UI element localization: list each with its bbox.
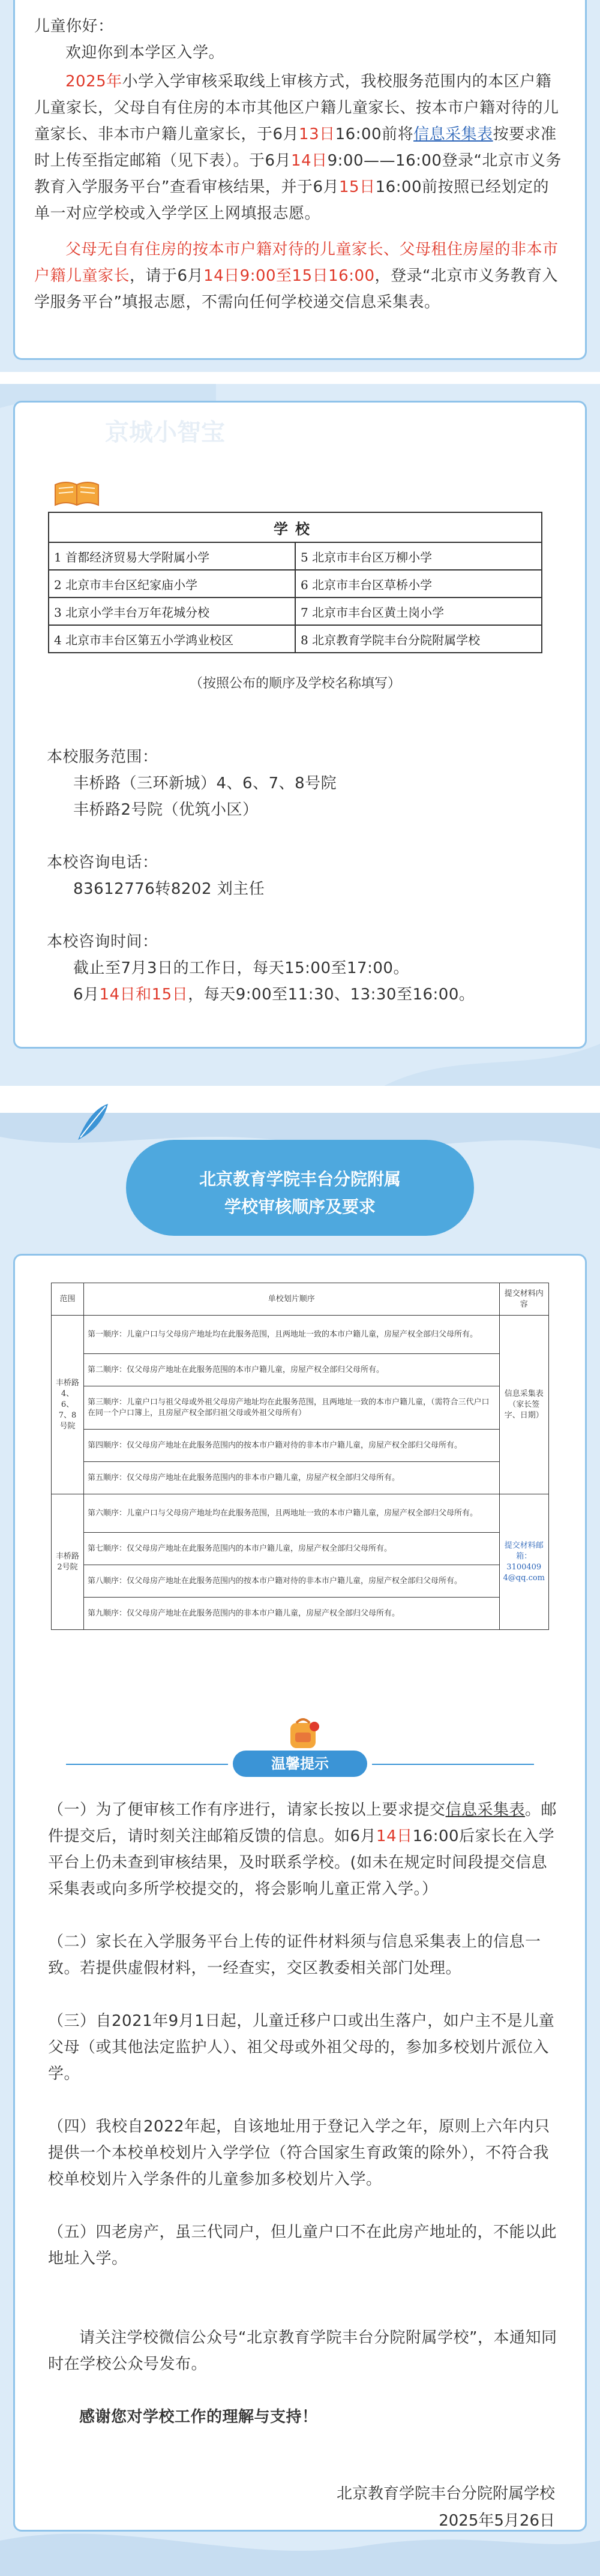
tip-4: （四）我校自2022年起，自该地址用于登记入学之年，原则上六年内只提供一个本校单校划片入学学位（符合国家生育政策的除外），不符合我校单校划片入学条件的儿童参加多校划片入学。 (48, 2118, 550, 2188)
order-cell: 第九顺序：仅父母房产地址在此服务范围内的非本市户籍儿童，房屋产权全部归父母所有。 (84, 1598, 500, 1630)
school-cell: 6 北京市丰台区草桥小学 (295, 570, 542, 598)
book-icon (53, 478, 101, 508)
time-item: 截止至7月3日的工作日，每天15:00至17:00。 (73, 959, 409, 977)
school-cell: 5 北京市丰台区万柳小学 (295, 542, 542, 570)
school-cell: 2 北京市丰台区纪家庙小学 (49, 570, 295, 598)
order-cell: 第五顺序：仅父母房产地址在此服务范围内的非本市户籍儿童，房屋产权全部归父母所有。 (84, 1462, 500, 1494)
watermark: 京城小智宝 (105, 419, 225, 446)
range-cell: 丰桥路4、6、7、8号院 (52, 1316, 84, 1494)
tip-3: （三）自2021年9月1日起，儿童迁移户口或出生落户，如户主不是儿童父母（或其他法定监护人）、祖父母或外祖父母的，参加多校划片派位入学。 (48, 2012, 555, 2083)
info-form-link[interactable]: 信息采集表 (413, 125, 493, 143)
backpack-icon (282, 1715, 324, 1751)
order-cell: 第六顺序：儿童户口与父母房产地址均在此服务范围，且两地址一致的本市户籍儿童，房屋产权全部归父母所有。 (84, 1494, 500, 1533)
greeting: 儿童你好： (34, 17, 114, 35)
col-header-material: 提交材料内容 (499, 1283, 548, 1316)
phone-number[interactable]: 83612776转8202 刘主任 (73, 880, 265, 898)
material-email[interactable]: 提交材料邮箱：3100409 4@qq.com (499, 1494, 548, 1630)
tips-divider-right (372, 1764, 534, 1765)
tips-divider-left (66, 1764, 228, 1765)
tip-1: （一）为了便审核工作有序进行，请家长按以上要求提交信息采集表。邮件提交后，请时刻关注邮箱反馈的信息。如6月14日16:00后家长在入学平台上仍未查到审核结果，及时联系学校。(如未在规定时间段提交信息采集表或向多所学校提交的，将会影响儿童正常入学。） (48, 1801, 557, 1898)
tip-5: （五）四老房产，虽三代同户，但儿童户口不在此房产地址的，不能以此地址入学。 (48, 2223, 557, 2268)
info-form-link[interactable]: 信息采集表 (445, 1801, 526, 1819)
intro-card (13, 0, 587, 360)
time-item: 6月14日和15日，每天9:00至11:30、13:30至16:00。 (73, 986, 475, 1004)
col-header-order: 单校划片顺序 (84, 1283, 500, 1316)
table-caption: （按照公布的顺序及学校名称填写） (189, 676, 401, 691)
order-cell: 第八顺序：仅父母房产地址在此服务范围内的按本市户籍对待的非本市户籍儿童，房屋产权全部归父母所有。 (84, 1565, 500, 1598)
school-table (48, 512, 542, 653)
wechat-notice: 请关注学校微信公众号“北京教育学院丰台分院附属学校”，本通知同时在学校公众号发布。 (48, 2329, 557, 2373)
school-cell: 4 北京市丰台区第五小学鸿业校区 (49, 625, 295, 653)
phone-title: 本校咨询电话： (47, 854, 158, 872)
school-cell: 8 北京教育学院丰台分院附属学校 (295, 625, 542, 653)
order-cell: 第二顺序：仅父母房产地址在此服务范围的本市户籍儿童，房屋产权全部归父母所有。 (84, 1354, 500, 1386)
intro-paragraph-1: 2025年小学入学审核采取线上审核方式，我校服务范围内的本区户籍儿童家长，父母自有住房的本市其他区户籍儿童家长、按本市户籍对待的儿童家长、非本市户籍儿童家长，于6月13日16:00前将信息采集表按要求准时上传至指定邮箱（见下表）。于6月14日9:00——16:00登录“北京市义务教育入学服务平台”查看审核结果，并于6月15日16:00前按照已经划定的单一对应学校或入学学区上网填报志愿。 (34, 73, 562, 223)
school-info (47, 744, 563, 1008)
order-cell: 第四顺序：仅父母房产地址在此服务范围内的按本市户籍对待的非本市户籍儿童，房屋产权全部归父母所有。 (84, 1430, 500, 1462)
tips-badge: 温馨提示 (233, 1751, 367, 1777)
signature-date: 2025年5月26日 (439, 2512, 555, 2530)
review-title-2: 学校审核顺序及要求 (224, 1197, 376, 1217)
time-title: 本校咨询时间： (47, 933, 158, 951)
order-cell: 第一顺序：儿童户口与父母房产地址均在此服务范围，且两地址一致的本市户籍儿童，房屋产权全部归父母所有。 (84, 1316, 500, 1354)
school-table-header: 学校 (49, 512, 542, 542)
welcome-text: 欢迎你到本学区入学。 (65, 44, 225, 62)
thanks-text: 感谢您对学校工作的理解与支持！ (79, 2408, 318, 2426)
range-item: 丰桥路2号院（优筑小区） (73, 801, 259, 819)
material-cell: 信息采集表（家长签字、日期） (499, 1316, 548, 1494)
school-cell: 1 首都经济贸易大学附属小学 (49, 542, 295, 570)
tips-body (48, 1797, 562, 2430)
intro-paragraph-2: 父母无自有住房的按本市户籍对待的儿童家长、父母租住房屋的非本市户籍儿童家长，请于6月14日9:00至15日16:00，登录“北京市义务教育入学服务平台”填报志愿，不需向任何学校递交信息采集表。 (34, 241, 559, 311)
col-header-range: 范围 (52, 1283, 84, 1316)
review-title-1: 北京教育学院丰台分院附属 (199, 1169, 401, 1189)
leaf-icon (72, 1098, 114, 1146)
range-cell: 丰桥路2号院 (52, 1494, 84, 1630)
range-item: 丰桥路（三环新城）4、6、7、8号院 (73, 774, 337, 792)
tip-2: （二）家长在入学服务平台上传的证件材料须与信息采集表上的信息一致。若提供虚假材料，一经查实，交区教委相关部门处理。 (48, 1933, 541, 1977)
range-title: 本校服务范围： (47, 748, 158, 766)
signature-school: 北京教育学院丰台分院附属学校 (336, 2485, 555, 2503)
review-table (51, 1283, 549, 1630)
order-cell: 第三顺序：儿童户口与祖父母或外祖父母房产地址均在此服务范围，且两地址一致的本市户籍儿童，（需符合三代户口在同一个户口簿上，且房屋产权全部归祖父母或外祖父母所有） (84, 1386, 500, 1430)
school-cell: 3 北京小学丰台万年花城分校 (49, 598, 295, 625)
order-cell: 第七顺序：仅父母房产地址在此服务范围内的本市户籍儿童，房屋产权全部归父母所有。 (84, 1533, 500, 1565)
school-cell: 7 北京市丰台区黄土岗小学 (295, 598, 542, 625)
year-highlight: 2025年 (65, 73, 122, 91)
